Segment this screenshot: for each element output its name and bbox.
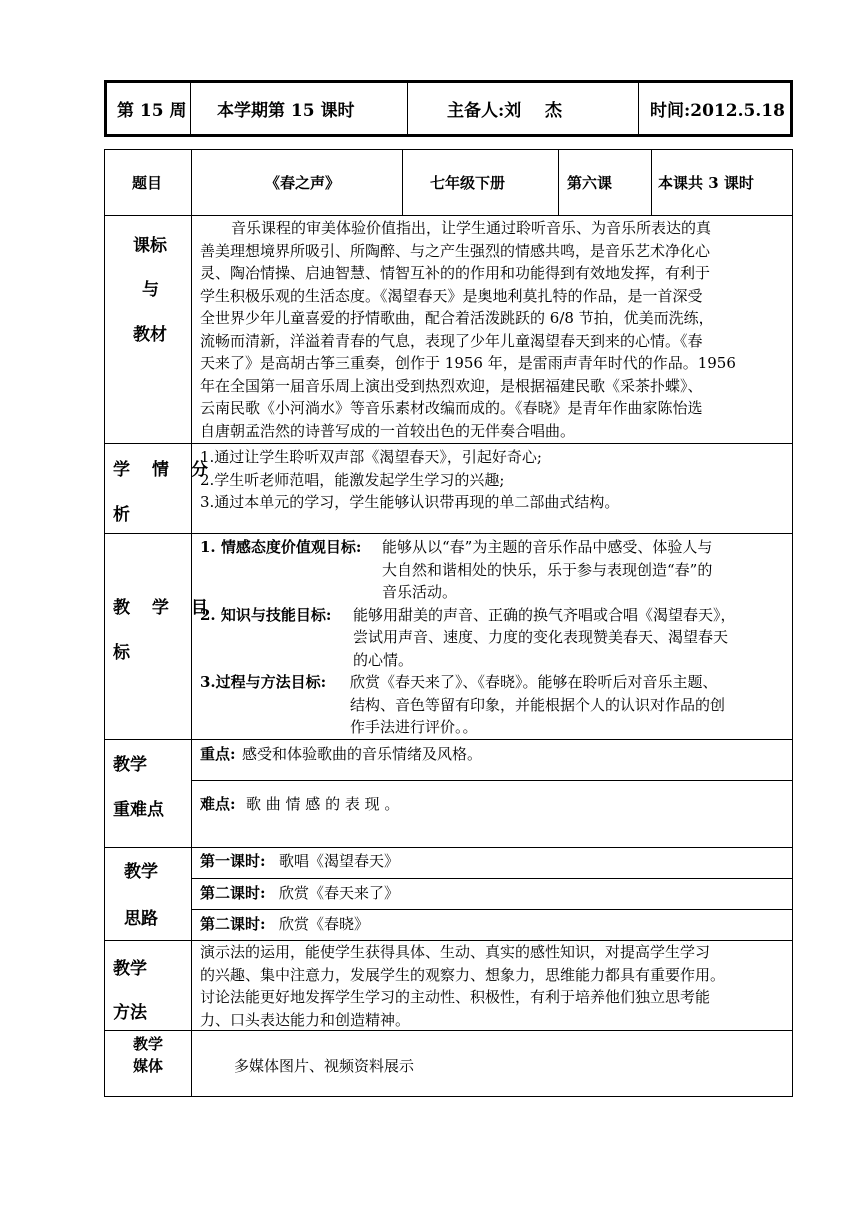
header-divider (190, 83, 191, 134)
difficulty-text: 歌 曲 情 感 的 表 现 。 (246, 795, 400, 813)
column-divider (191, 150, 192, 1096)
curriculum-label-3: 教材 (133, 325, 167, 345)
focus-text: 感受和体验歌曲的音乐情绪及风格。 (242, 745, 483, 763)
header-time: 时间:2012.5.18 (650, 101, 785, 121)
goals-label-2: 标 (113, 643, 130, 663)
row-divider (105, 847, 792, 848)
curriculum-line: 天来了》是高胡古筝三重奏，创作于 1956 年，是雷雨声青年时代的作品。1956 (200, 354, 736, 372)
methods-line: 力、口头表达能力和创造精神。 (200, 1010, 411, 1029)
header-week: 第 15 周 (117, 101, 187, 121)
curriculum-label-2: 与 (142, 280, 159, 300)
goal-line: 能够从以“春”为主题的音乐作品中感受、体验人与 (382, 538, 713, 556)
lesson-plan-table (104, 149, 793, 1097)
media-label-2: 媒体 (133, 1057, 164, 1075)
header-divider (407, 83, 408, 134)
row-divider (105, 739, 792, 740)
goal-key-process: 3.过程与方法目标: (200, 673, 327, 691)
row-divider (191, 878, 792, 879)
unit-number: 第六课 (567, 174, 613, 192)
column-divider (651, 150, 652, 215)
keypoints-label-1: 教学 (113, 755, 147, 775)
header-divider (638, 83, 639, 134)
difficulty-key: 难点: (200, 795, 236, 813)
curriculum-label-1: 课标 (133, 236, 167, 256)
learner-label-2: 析 (113, 505, 130, 525)
approach-key: 第二课时: (200, 915, 266, 933)
goals-label-1: 教 学 目 (113, 598, 216, 618)
header-lesson: 本学期第 15 课时 (217, 101, 355, 121)
learner-label-1: 学 情 分 (113, 460, 216, 480)
curriculum-line: 年在全国第一届音乐周上演出受到热烈欢迎，是根据福建民歌《采茶扑蝶》、 (200, 376, 703, 395)
curriculum-line: 善美理想境界所吸引、所陶醉、与之产生强烈的情感共鸣，是音乐艺术净化心 (200, 241, 711, 260)
approach-text: 欣赏《春天来了》 (279, 884, 400, 902)
column-divider (558, 150, 559, 215)
goal-line: 欣赏《春天来了》、《春晓》。能够在聆听后对音乐主题、 (350, 673, 718, 691)
focus-key: 重点: (200, 745, 236, 763)
header-box (104, 80, 793, 137)
curriculum-line: 云南民歌《小河淌水》等音乐素材改编而成的。《春晓》是青年作曲家陈怡选 (200, 399, 703, 417)
goal-line: 尝试用声音、速度、力度的变化表现赞美春天、渴望春天 (353, 628, 729, 646)
curriculum-line: 灵、陶冶情操、启迪智慧、情智互补的的作用和功能得到有效地发挥，有利于 (200, 264, 711, 282)
row-divider (105, 443, 792, 444)
approach-text: 歌唱《渴望春天》 (279, 852, 400, 870)
row-divider (105, 533, 792, 534)
goal-line: 的心情。 (353, 650, 414, 669)
curriculum-line: 流畅而清新，洋溢着青春的气息，表现了少年儿童渴望春天到来的心情。《春 (200, 331, 703, 350)
methods-line: 讨论法能更好地发挥学生学习的主动性、积极性，有利于培养他们独立思考能 (200, 988, 711, 1006)
keypoints-label-2: 重难点 (113, 800, 164, 820)
title-label: 题目 (132, 174, 163, 192)
row-divider (191, 780, 792, 781)
methods-label-1: 教学 (113, 959, 147, 979)
goal-line: 能够用甜美的声音、正确的换气齐唱或合唱《渴望春天》， (353, 605, 736, 624)
media-label-1: 教学 (133, 1035, 164, 1053)
media-text: 多媒体图片、视频资料展示 (234, 1057, 415, 1075)
methods-line: 的兴趣、集中注意力，发展学生的观察力、想象力，思维能力都具有重要作用。 (200, 965, 726, 984)
goal-key-knowledge: 2. 知识与技能目标: (200, 605, 332, 624)
period-count: 本课共 3 课时 (658, 174, 754, 192)
methods-line: 演示法的运用，能使学生获得具体、生动、真实的感性知识，对提高学生学习 (200, 943, 711, 961)
row-divider (191, 909, 792, 910)
approach-key: 第一课时: (200, 852, 266, 870)
goal-line: 作手法进行评价。。 (350, 718, 478, 736)
goal-key-emotion: 1. 情感态度价值观目标: (200, 538, 362, 556)
header-preparer: 主备人:刘 杰 (447, 101, 562, 121)
goal-line: 大自然和谐相处的快乐，乐于参与表现创造“春”的 (382, 560, 713, 579)
approach-text: 欣赏《春晓》 (279, 915, 370, 933)
approach-key: 第二课时: (200, 884, 266, 902)
goal-line: 结构、音色等留有印象，并能根据个人的认识对作品的创 (350, 695, 726, 714)
lesson-title: 《春之声》 (265, 174, 341, 192)
curriculum-line: 自唐朝孟浩然的诗普写成的一首较出色的无伴奏合唱曲。 (200, 421, 576, 440)
curriculum-line: 学生积极乐观的生活态度。《渴望春天》是奥地利莫扎特的作品，是一首深受 (200, 286, 703, 305)
goal-line: 音乐活动。 (382, 583, 458, 601)
approach-label-2: 思路 (124, 909, 158, 929)
column-divider (402, 150, 403, 215)
grade-level: 七年级下册 (430, 174, 506, 192)
curriculum-line: 全世界少年儿童喜爱的抒情歌曲，配合着活泼跳跃的 6/8 节拍，优美而洗练， (200, 309, 714, 327)
learner-line: 2.学生听老师范唱，能激发起学生学习的兴趣; (200, 470, 505, 489)
curriculum-line: 音乐课程的审美体验价值指出，让学生通过聆听音乐、为音乐所表达的真 (231, 219, 712, 237)
row-divider (105, 215, 792, 216)
approach-label-1: 教学 (124, 862, 158, 882)
learner-line: 1.通过让学生聆听双声部《渴望春天》，引起好奇心; (200, 448, 542, 466)
learner-line: 3.通过本单元的学习，学生能够认识带再现的单二部曲式结构。 (200, 493, 620, 511)
methods-label-2: 方法 (113, 1003, 147, 1023)
